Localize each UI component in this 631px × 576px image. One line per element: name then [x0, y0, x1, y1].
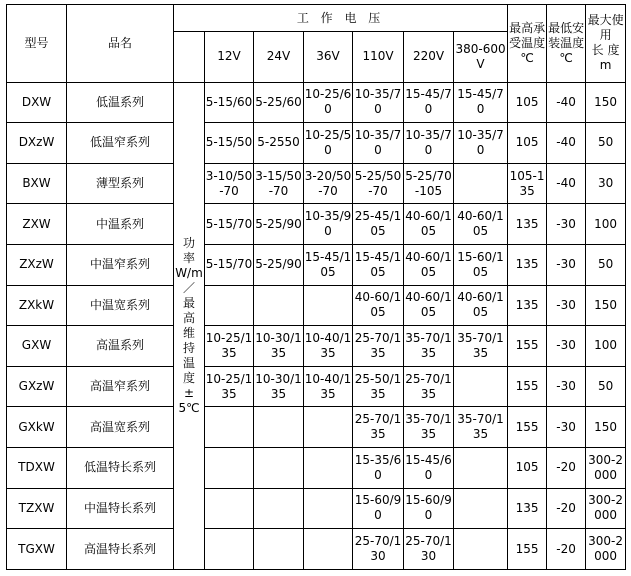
cell-temp-min: -40: [547, 123, 586, 164]
cell-value-24v: 10-30/135: [254, 366, 304, 407]
cell-temp-max: 155: [508, 529, 547, 570]
power-label-line-8: 持: [182, 340, 195, 355]
header-temp-min-line-2: 装温度: [548, 35, 585, 50]
cell-temp-max: 155: [508, 366, 547, 407]
cell-temp-max: 135: [508, 204, 547, 245]
cell-value-380v: [454, 366, 508, 407]
cell-value-220v: 15-45/60: [404, 448, 454, 489]
cell-length: 100: [586, 204, 626, 245]
header-voltage-220v: 220V: [404, 32, 454, 82]
cell-value-24v: [254, 407, 304, 448]
cell-temp-max: 135: [508, 488, 547, 529]
cell-value-110v: 40-60/105: [353, 285, 404, 326]
cell-model: ZXW: [7, 204, 67, 245]
cell-value-12v: 5-15/70: [205, 244, 254, 285]
cell-value-380v: 15-45/70: [454, 82, 508, 123]
cell-length: 30: [586, 163, 626, 204]
cell-model: BXW: [7, 163, 67, 204]
cell-value-12v: [205, 285, 254, 326]
cell-temp-max: 105: [508, 82, 547, 123]
header-voltage-36v: 36V: [304, 32, 353, 82]
cell-value-220v: 40-60/105: [404, 244, 454, 285]
cell-value-24v: [254, 529, 304, 570]
power-label-line-5: 最: [182, 295, 195, 310]
cell-name: 中温特长系列: [67, 488, 174, 529]
cell-value-380v: [454, 488, 508, 529]
cell-name: 高温特长系列: [67, 529, 174, 570]
cell-value-110v: 10-35/70: [353, 82, 404, 123]
table-row: [7, 488, 626, 529]
cell-value-220v: 15-60/90: [404, 488, 454, 529]
power-label-line-3: W/m: [175, 265, 203, 280]
cell-value-380v: 35-70/135: [454, 407, 508, 448]
cell-model: DXzW: [7, 123, 67, 164]
cell-temp-min: -30: [547, 407, 586, 448]
header-voltage-12v: 12V: [205, 32, 254, 82]
specification-table: [6, 4, 626, 570]
cell-value-380v: 10-35/70: [454, 123, 508, 164]
cell-length: 300-2000: [586, 488, 626, 529]
cell-value-220v: 15-45/70: [404, 82, 454, 123]
cell-value-220v: 35-70/135: [404, 407, 454, 448]
cell-value-12v: 10-25/135: [205, 326, 254, 367]
cell-value-24v: 5-25/90: [254, 244, 304, 285]
cell-length: 150: [586, 285, 626, 326]
header-temp-max-line-2: 受温度: [509, 35, 546, 50]
cell-value-110v: 10-35/70: [353, 123, 404, 164]
header-voltage-group: 工 作 电 压: [174, 5, 508, 32]
power-label-line-7: 维: [182, 325, 195, 340]
header-row-1: [7, 5, 626, 32]
cell-temp-min: -40: [547, 82, 586, 123]
table-row: [7, 285, 626, 326]
cell-value-110v: 15-60/90: [353, 488, 404, 529]
cell-value-110v: 25-70/135: [353, 326, 404, 367]
header-length: [586, 5, 626, 83]
cell-temp-max: 155: [508, 326, 547, 367]
cell-temp-min: -30: [547, 366, 586, 407]
cell-value-36v: 10-25/60: [304, 82, 353, 123]
cell-value-110v: 15-45/105: [353, 244, 404, 285]
cell-length: 50: [586, 123, 626, 164]
cell-name: 高温宽系列: [67, 407, 174, 448]
cell-temp-max: 135: [508, 244, 547, 285]
cell-name: 低温窄系列: [67, 123, 174, 164]
cell-value-12v: 10-25/135: [205, 366, 254, 407]
cell-temp-min: -20: [547, 529, 586, 570]
power-label-line-4: ／: [182, 280, 195, 295]
cell-length: 300-2000: [586, 529, 626, 570]
cell-temp-max: 105: [508, 123, 547, 164]
cell-length: 50: [586, 366, 626, 407]
table-row: [7, 82, 626, 123]
cell-value-380v: [454, 529, 508, 570]
cell-temp-min: -30: [547, 204, 586, 245]
cell-name: 高温系列: [67, 326, 174, 367]
cell-value-380v: 40-60/105: [454, 204, 508, 245]
cell-value-36v: [304, 488, 353, 529]
header-length-line-1: 最大使用: [587, 13, 624, 43]
cell-model: TDXW: [7, 448, 67, 489]
cell-value-24v: [254, 488, 304, 529]
header-temp-min-line-1: 最低安: [548, 20, 585, 35]
table-row: [7, 529, 626, 570]
cell-value-110v: 5-25/50-70: [353, 163, 404, 204]
cell-value-36v: [304, 448, 353, 489]
cell-model: TZXW: [7, 488, 67, 529]
cell-value-380v: 35-70/135: [454, 326, 508, 367]
cell-value-36v: [304, 529, 353, 570]
cell-value-24v: 3-15/50-70: [254, 163, 304, 204]
cell-temp-min: -30: [547, 285, 586, 326]
cell-value-220v: 25-70/130: [404, 529, 454, 570]
cell-value-36v: 3-20/50-70: [304, 163, 353, 204]
header-model: 型号: [7, 5, 67, 83]
cell-value-36v: 10-25/50: [304, 123, 353, 164]
cell-value-24v: [254, 285, 304, 326]
cell-value-380v: 15-60/105: [454, 244, 508, 285]
cell-value-36v: [304, 285, 353, 326]
cell-value-24v: [254, 448, 304, 489]
cell-length: 50: [586, 244, 626, 285]
table-row: [7, 204, 626, 245]
cell-value-380v: [454, 163, 508, 204]
table-row: [7, 123, 626, 164]
cell-name: 薄型系列: [67, 163, 174, 204]
header-length-line-3: m: [599, 58, 612, 73]
cell-value-110v: 25-70/130: [353, 529, 404, 570]
cell-value-110v: 25-70/135: [353, 407, 404, 448]
cell-name: 低温特长系列: [67, 448, 174, 489]
cell-value-380v: 40-60/105: [454, 285, 508, 326]
cell-value-110v: 25-45/105: [353, 204, 404, 245]
cell-value-12v: 5-15/70: [205, 204, 254, 245]
header-temp-max: [508, 5, 547, 83]
header-voltage-110v: 110V: [353, 32, 404, 82]
cell-temp-min: -40: [547, 163, 586, 204]
cell-name: 中温系列: [67, 204, 174, 245]
cell-temp-max: 135: [508, 285, 547, 326]
cell-temp-max: 105-135: [508, 163, 547, 204]
cell-value-36v: 10-35/90: [304, 204, 353, 245]
cell-value-12v: [205, 529, 254, 570]
cell-value-220v: 5-25/70-105: [404, 163, 454, 204]
cell-temp-min: -30: [547, 244, 586, 285]
cell-model: DXW: [7, 82, 67, 123]
cell-temp-max: 105: [508, 448, 547, 489]
cell-value-24v: 5-2550: [254, 123, 304, 164]
cell-length: 300-2000: [586, 448, 626, 489]
cell-name: 高温窄系列: [67, 366, 174, 407]
cell-value-220v: 40-60/105: [404, 204, 454, 245]
power-label-line-6: 高: [182, 310, 195, 325]
table-row: [7, 244, 626, 285]
cell-value-36v: 15-45/105: [304, 244, 353, 285]
power-label-line-1: 功: [182, 235, 195, 250]
table-row: [7, 163, 626, 204]
power-label-line-2: 率: [182, 250, 195, 265]
cell-value-380v: [454, 448, 508, 489]
cell-value-12v: [205, 488, 254, 529]
power-label-column: [174, 82, 205, 569]
cell-value-12v: [205, 407, 254, 448]
cell-name: 低温系列: [67, 82, 174, 123]
header-voltage-380v: 380-600V: [454, 32, 508, 82]
power-label-line-12: 5℃: [178, 400, 200, 415]
table-row: [7, 326, 626, 367]
header-length-line-2: 长 度: [591, 43, 620, 58]
cell-length: 100: [586, 326, 626, 367]
cell-model: GXzW: [7, 366, 67, 407]
cell-value-12v: 5-15/60: [205, 82, 254, 123]
cell-value-36v: [304, 407, 353, 448]
cell-value-12v: 5-15/50: [205, 123, 254, 164]
cell-value-110v: 15-35/60: [353, 448, 404, 489]
header-temp-min: [547, 5, 586, 83]
cell-model: TGXW: [7, 529, 67, 570]
cell-value-12v: [205, 448, 254, 489]
header-temp-min-line-3: ℃: [559, 50, 573, 65]
cell-value-220v: 40-60/105: [404, 285, 454, 326]
table-row: [7, 407, 626, 448]
cell-length: 150: [586, 407, 626, 448]
cell-value-36v: 10-40/135: [304, 326, 353, 367]
cell-length: 150: [586, 82, 626, 123]
power-label-line-11: ±: [183, 385, 195, 400]
header-temp-max-line-1: 最高承: [509, 20, 546, 35]
cell-model: GXkW: [7, 407, 67, 448]
table-row: [7, 448, 626, 489]
header-power-spacer: [174, 32, 205, 82]
cell-model: ZXzW: [7, 244, 67, 285]
cell-value-220v: 25-70/135: [404, 366, 454, 407]
table-row: [7, 366, 626, 407]
cell-model: GXW: [7, 326, 67, 367]
cell-value-220v: 10-35/70: [404, 123, 454, 164]
power-label-line-10: 度: [182, 370, 195, 385]
header-name: 品名: [67, 5, 174, 83]
power-label-line-9: 温: [182, 355, 195, 370]
cell-value-220v: 35-70/135: [404, 326, 454, 367]
cell-value-24v: 5-25/90: [254, 204, 304, 245]
cell-value-24v: 10-30/135: [254, 326, 304, 367]
cell-temp-min: -20: [547, 488, 586, 529]
cell-value-110v: 25-50/135: [353, 366, 404, 407]
cell-name: 中温宽系列: [67, 285, 174, 326]
cell-value-36v: 10-40/135: [304, 366, 353, 407]
header-temp-max-line-3: ℃: [520, 50, 534, 65]
cell-model: ZXkW: [7, 285, 67, 326]
cell-temp-min: -20: [547, 448, 586, 489]
header-voltage-24v: 24V: [254, 32, 304, 82]
cell-value-12v: 3-10/50-70: [205, 163, 254, 204]
cell-temp-min: -30: [547, 326, 586, 367]
cell-temp-max: 155: [508, 407, 547, 448]
cell-value-24v: 5-25/60: [254, 82, 304, 123]
cell-name: 中温窄系列: [67, 244, 174, 285]
